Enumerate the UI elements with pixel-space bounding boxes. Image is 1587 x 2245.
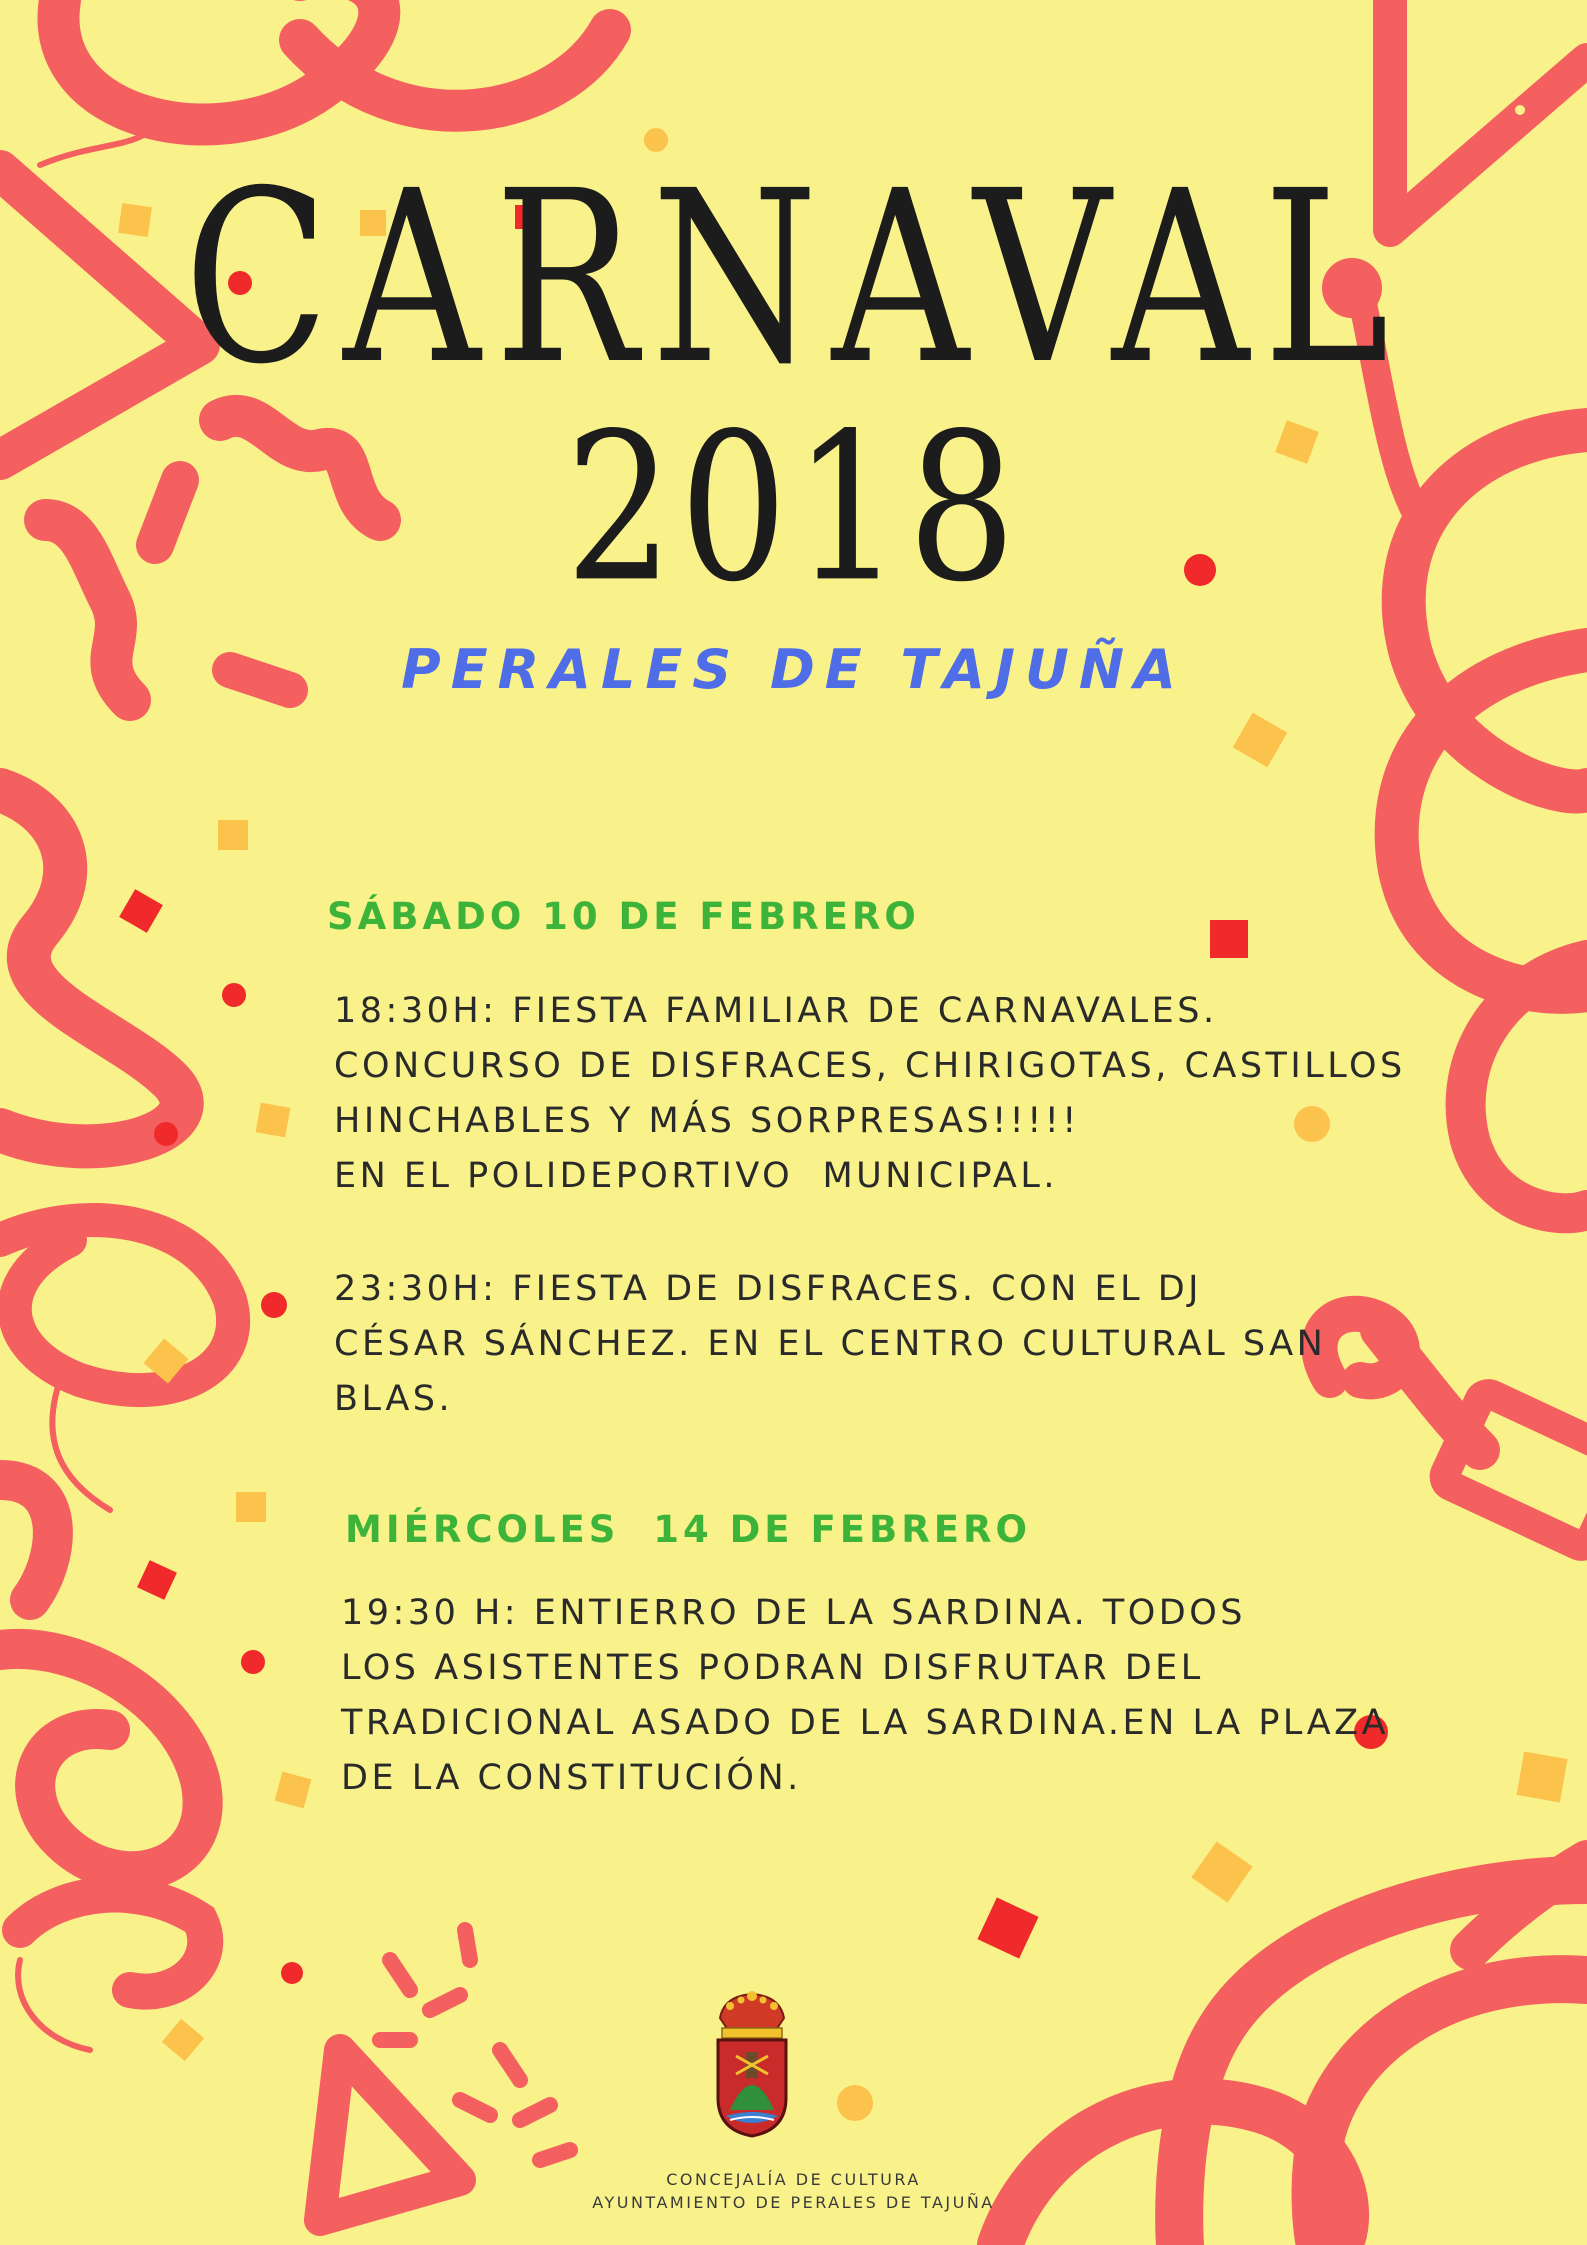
event-date-wednesday: MIÉRCOLES 14 DE FEBRERO [345, 1508, 1031, 1551]
event-item-sardine-burial: 19:30 H: ENTIERRO DE LA SARDINA. TODOS LOS ASISTENTES PODRAN DISFRUTAR DEL TRADICIONAL ASADO DE LA SARDINA.EN LA PLAZA DE LA CONSTITUCIÓN. [341, 1593, 1390, 1798]
event-date-saturday: SÁBADO 10 DE FEBRERO [327, 895, 920, 938]
event-item-costume-party: 23:30H: FIESTA DE DISFRACES. CON EL DJ CÉSAR SÁNCHEZ. EN EL CENTRO CULTURAL SAN BLAS. [334, 1269, 1327, 1419]
event-item-family-party: 18:30H: FIESTA FAMILIAR DE CARNAVALES. CONCURSO DE DISFRACES, CHIRIGOTAS, CASTILLOS HINCHABLES Y MÁS SORPRESAS!!!!! EN EL POLIDEPORTIVO MUNICIPAL. [334, 991, 1406, 1196]
footer-department: CONCEJALÍA DE CULTURA [666, 2170, 921, 2189]
footer-town-hall: AYUNTAMIENTO DE PERALES DE TAJUÑA [592, 2193, 995, 2212]
subtitle-town: PERALES DE TAJUÑA [401, 638, 1186, 701]
title-year: 2018 [565, 390, 1022, 628]
title-carnaval: CARNAVAL [183, 140, 1404, 417]
coat-of-arms-icon [710, 1990, 794, 2138]
